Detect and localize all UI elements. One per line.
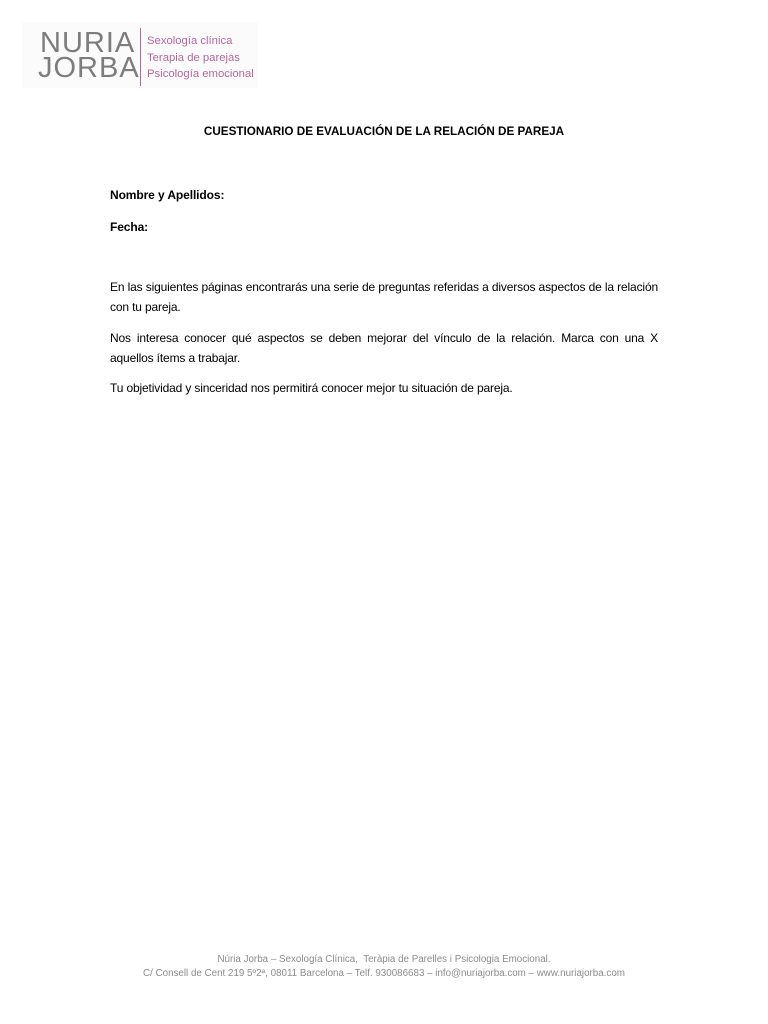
- logo-word-nuria: NURIA: [40, 27, 136, 59]
- logo-divider: [140, 28, 141, 86]
- footer-line-contact: C/ Consell de Cent 219 5º2ª, 08011 Barcelona – Telf. 930086683 – info@nuriajorba.com – www.nuriajorba.com: [143, 968, 625, 979]
- logo-tagline: Terapia de parejas: [147, 51, 240, 64]
- closing-paragraph: Tu objetividad y sinceridad nos permitirá conocer mejor tu situación de pareja.: [110, 381, 513, 395]
- document-title: CUESTIONARIO DE EVALUACIÓN DE LA RELACIÓN DE PAREJA: [203, 125, 565, 138]
- logo-taglines: [147, 33, 254, 83]
- logo-tagline: Sexología clínica: [147, 35, 233, 47]
- name-field-label: Nombre y Apellidos:: [110, 188, 225, 202]
- date-field-label: Fecha:: [110, 220, 149, 234]
- logo-tagline: Psicología emocional: [147, 68, 254, 80]
- page-footer: [0, 953, 768, 981]
- intro-paragraph: En las siguientes páginas encontrarás una serie de preguntas referidas a diversos aspectos de la relación con tu pareja.: [110, 280, 658, 314]
- logo-word-jorba: JORBA: [38, 52, 140, 84]
- footer-line-brand: Núria Jorba – Sexología Clínica, Teràpia de Parelles i Psicologia Emocional.: [217, 954, 551, 965]
- brand-logo: [22, 22, 258, 88]
- instructions-paragraph: Nos interesa conocer qué aspectos se deben mejorar del vínculo de la relación. Marca con una X aquellos ítems a trabajar.: [110, 331, 658, 365]
